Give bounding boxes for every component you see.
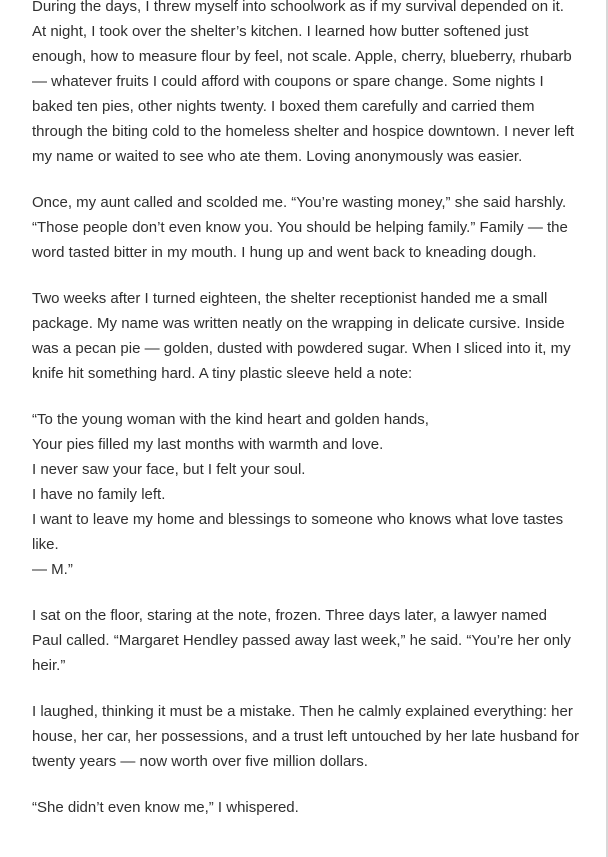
note-line: I want to leave my home and blessings to someone who knows what love tastes like. xyxy=(32,511,564,553)
note-line: Your pies filled my last months with warmth and love. xyxy=(32,436,384,453)
handwritten-note xyxy=(32,407,580,582)
paragraph-aunt-call: Once, my aunt called and scolded me. “You’re wasting money,” she said harshly. “Those people don’t even know you. You should be helping family.” Family — the word tasted bitter in my mouth. I hung up and went back to kneading dough. xyxy=(32,194,568,261)
paragraph-lawyer-call: I sat on the floor, staring at the note, frozen. Three days later, a lawyer named Paul called. “Margaret Hendley passed away last week,” he said. “You’re her only heir.” xyxy=(32,607,571,674)
paragraph-package: Two weeks after I turned eighteen, the shelter receptionist handed me a small package. My name was written neatly on the wrapping in delicate cursive. Inside was a pecan pie — golden, dusted with powdered sugar. When I sliced into it, my knife hit something hard. A tiny plastic sleeve held a note: xyxy=(32,290,571,382)
note-line: “To the young woman with the kind heart and golden hands, xyxy=(32,411,429,428)
note-line: I never saw your face, but I felt your soul. xyxy=(32,461,306,478)
paragraph-inheritance: I laughed, thinking it must be a mistake. Then he calmly explained everything: her house, her car, her possessions, and a trust left untouched by her late husband for twenty years — now worth over five million dollars. xyxy=(32,703,580,770)
article-body xyxy=(32,0,580,841)
note-signature: — M.” xyxy=(32,561,73,578)
paragraph-schoolwork: During the days, I threw myself into schoolwork as if my survival depended on it. At night, I took over the shelter’s kitchen. I learned how butter softened just enough, how to measure flour by feel, not scale. Apple, cherry, blueberry, rhubarb — whatever fruits I could afford with coupons or spare change. Some nights I baked ten pies, other nights twenty. I boxed them carefully and carried them through the biting cold to the homeless shelter and hospice downtown. I never left my name or waited to see who ate them. Loving anonymously was easier. xyxy=(32,0,574,165)
paragraph-whisper: “She didn’t even know me,” I whispered. xyxy=(32,799,299,816)
note-line: I have no family left. xyxy=(32,486,166,503)
